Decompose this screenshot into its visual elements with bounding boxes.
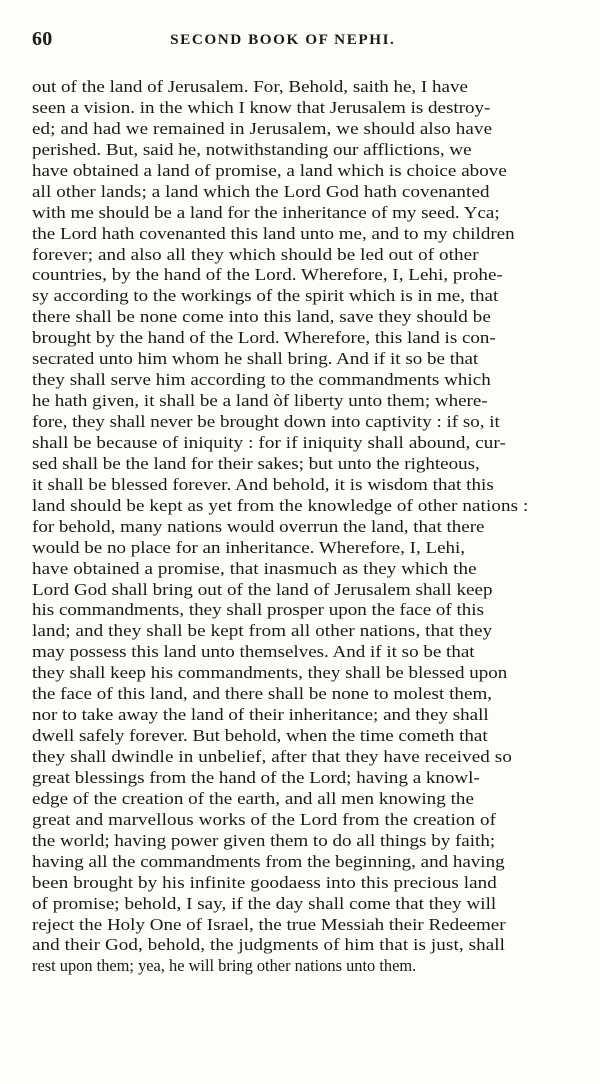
text-line bbox=[32, 768, 570, 789]
text-line-content: fore, they shall never be brought down into captivity : if so, it bbox=[32, 412, 500, 431]
text-line bbox=[32, 161, 570, 182]
text-line bbox=[32, 642, 570, 663]
text-line-content: brought by the hand of the Lord. Wherefore, this land is con- bbox=[32, 328, 496, 348]
text-line bbox=[32, 956, 570, 977]
text-line bbox=[32, 349, 570, 370]
text-line-content: the Lord hath covenanted this land unto me, and to my children bbox=[32, 223, 515, 243]
text-line bbox=[32, 265, 570, 286]
text-line bbox=[32, 245, 570, 266]
text-line-content: may possess this land unto themselves. And if it so be that bbox=[32, 642, 475, 662]
text-line-content: they shall dwindle in unbelief, after that they have received so bbox=[32, 747, 512, 766]
text-line bbox=[32, 810, 570, 831]
text-line bbox=[32, 307, 570, 328]
text-line-content: perished. But, said he, notwithstanding our afflictions, we bbox=[32, 139, 472, 159]
text-line bbox=[32, 894, 570, 915]
text-line bbox=[32, 328, 570, 349]
text-line-content: and their God, behold, the judgments of him that is just, shall bbox=[32, 935, 506, 955]
text-line-content: seen a vision. in the which I know that Jerusalem is destroy- bbox=[32, 97, 491, 117]
text-line-content: his commandments, they shall prosper upon the face of this bbox=[32, 600, 485, 620]
text-line-content: sy according to the workings of the spirit which is in me, that bbox=[32, 286, 499, 306]
text-line bbox=[32, 286, 570, 307]
text-line-content: have obtained a land of promise, a land which is choice above bbox=[32, 160, 507, 180]
text-line bbox=[32, 433, 570, 454]
text-line-content: they shall keep his commandments, they shall be blessed upon bbox=[32, 663, 508, 683]
text-line bbox=[32, 684, 570, 705]
text-line-content: land; and they shall be kept from all other nations, that they bbox=[32, 621, 493, 641]
body-text bbox=[32, 77, 570, 977]
text-line bbox=[32, 538, 570, 559]
text-line bbox=[32, 663, 570, 684]
page-number: 60 bbox=[32, 28, 53, 50]
text-line bbox=[32, 119, 570, 140]
text-line-content: great blessings from the hand of the Lord; having a knowl- bbox=[32, 767, 480, 787]
text-line bbox=[32, 915, 570, 936]
text-line bbox=[32, 224, 570, 245]
text-line-content: having all the commandments from the beginning, and having bbox=[32, 851, 505, 871]
text-line bbox=[32, 873, 570, 894]
text-line-content: nor to take away the land of their inheritance; and they shall bbox=[32, 705, 489, 725]
text-line bbox=[32, 203, 570, 224]
text-line-content: rest upon them; yea, he will bring other nations unto them. bbox=[32, 956, 417, 976]
text-line-content: countries, by the hand of the Lord. Wherefore, I, Lehi, prohe- bbox=[32, 265, 503, 285]
text-line bbox=[32, 496, 570, 517]
text-line-content: there shall be none come into this land, save they should be bbox=[32, 307, 491, 327]
text-line bbox=[32, 621, 570, 642]
text-line bbox=[32, 454, 570, 475]
text-line-content: sed shall be the land for their sakes; but unto the righteous, bbox=[32, 453, 480, 473]
text-line-content: it shall be blessed forever. And behold, it is wisdom that this bbox=[32, 474, 494, 494]
text-line bbox=[32, 789, 570, 810]
text-line bbox=[32, 412, 570, 433]
text-line-content: reject the Holy One of Israel, the true Messiah their Redeemer bbox=[32, 914, 506, 934]
text-line bbox=[32, 580, 570, 601]
text-line bbox=[32, 370, 570, 391]
text-line-content: out of the land of Jerusalem. For, Behold, saith he, I have bbox=[32, 77, 468, 96]
text-line bbox=[32, 517, 570, 538]
text-line-content: of promise; behold, I say, if the day shall come that they will bbox=[32, 893, 497, 913]
text-line-content: dwell safely forever. But behold, when the time cometh that bbox=[32, 726, 488, 746]
text-line bbox=[32, 747, 570, 768]
text-line-content: all other lands; a land which the Lord God hath covenanted bbox=[32, 181, 490, 201]
text-line-content: forever; and also all they which should be led out of other bbox=[32, 244, 479, 264]
text-line bbox=[32, 852, 570, 873]
running-head bbox=[32, 27, 568, 53]
text-line bbox=[32, 475, 570, 496]
text-line-content: for behold, many nations would overrun the land, that there bbox=[32, 516, 485, 536]
text-line-content: been brought by his infinite goodaess into this precious land bbox=[32, 872, 497, 892]
text-line-content: edge of the creation of the earth, and all men knowing the bbox=[32, 788, 474, 808]
text-line-content: secrated unto him whom he shall bring. And if it so be that bbox=[32, 349, 479, 369]
text-line-content: shall be because of iniquity : for if iniquity shall abound, cur- bbox=[32, 432, 506, 452]
text-line bbox=[32, 705, 570, 726]
text-line bbox=[32, 391, 570, 412]
text-line-content: land should be kept as yet from the knowledge of other nations : bbox=[32, 495, 529, 515]
text-line-content: they shall serve him according to the commandments which bbox=[32, 370, 491, 390]
text-line-content: the face of this land, and there shall be none to molest them, bbox=[32, 684, 493, 704]
text-line bbox=[32, 182, 570, 203]
text-line-content: he hath given, it shall be a land òf liberty unto them; where- bbox=[32, 391, 488, 411]
text-line-content: great and marvellous works of the Lord from the creation of bbox=[32, 809, 497, 829]
text-line bbox=[32, 600, 570, 621]
text-line-content: have obtained a promise, that inasmuch as they which the bbox=[32, 558, 477, 578]
text-line bbox=[32, 77, 570, 98]
text-line bbox=[32, 935, 570, 956]
text-line bbox=[32, 98, 570, 119]
text-line-content: Lord God shall bring out of the land of Jerusalem shall keep bbox=[32, 579, 493, 599]
text-line bbox=[32, 831, 570, 852]
text-line bbox=[32, 726, 570, 747]
text-line-content: would be no place for an inheritance. Wherefore, I, Lehi, bbox=[32, 537, 466, 557]
text-line-content: with me should be a land for the inheritance of my seed. Yca; bbox=[32, 202, 500, 222]
text-line-content: ed; and had we remained in Jerusalem, we should also have bbox=[32, 118, 493, 138]
text-line bbox=[32, 559, 570, 580]
text-line bbox=[32, 140, 570, 161]
text-line-content: the world; having power given them to do all things by faith; bbox=[32, 830, 496, 850]
running-title: SECOND BOOK OF NEPHI. bbox=[170, 31, 396, 48]
